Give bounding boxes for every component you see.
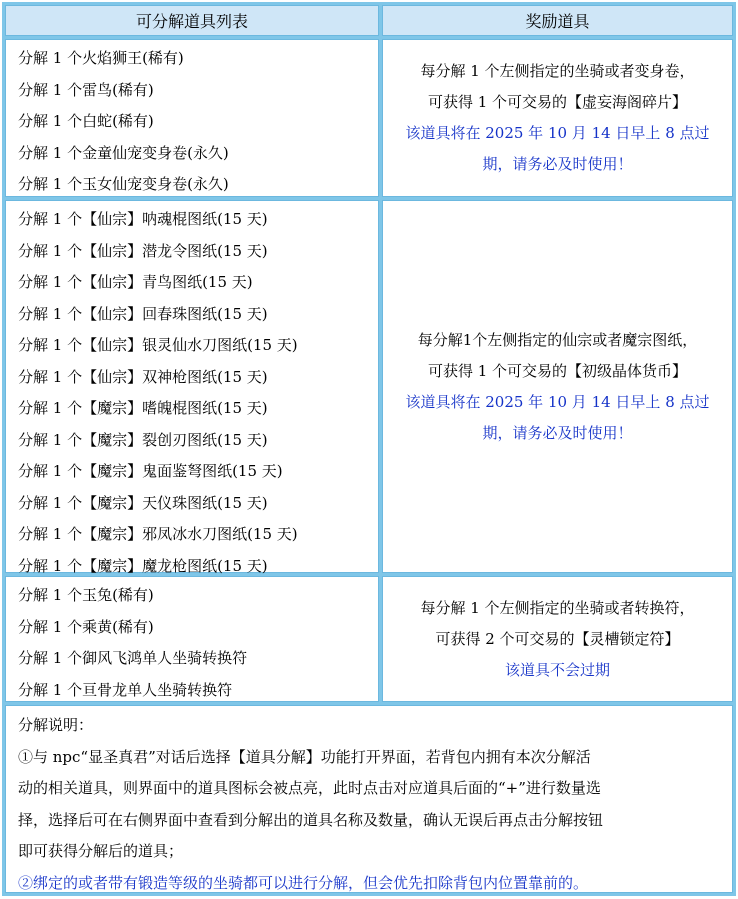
list-item: 分解 1 个【仙宗】回春珠图纸(15 天) xyxy=(18,299,378,331)
notes-title: 分解说明： xyxy=(18,710,722,742)
header-items-list xyxy=(5,5,379,36)
expire-note: 该道具将在 2025 年 10 月 14 日早上 8 点过 xyxy=(405,118,709,149)
list-item: 分解 1 个【魔宗】鬼面鉴弩图纸(15 天) xyxy=(18,456,378,488)
list-item: 分解 1 个【仙宗】青鸟图纸(15 天) xyxy=(18,267,378,299)
list-item: 分解 1 个【魔宗】魔龙枪图纸(15 天) xyxy=(18,551,378,583)
notes-line: ②绑定的或者带有锻造等级的坐骑都可以进行分解，但会优先扣除背包内位置靠前的。 xyxy=(18,868,722,899)
list-item: 分解 1 个【魔宗】天仪珠图纸(15 天) xyxy=(18,488,378,520)
expire-note: 该道具将在 2025 年 10 月 14 日早上 8 点过 xyxy=(405,387,709,418)
expire-note: 该道具不会过期 xyxy=(505,655,610,686)
list-item: 分解 1 个火焰狮王(稀有) xyxy=(18,43,378,75)
list-item: 分解 1 个【仙宗】潜龙令图纸(15 天) xyxy=(18,236,378,268)
list-item: 分解 1 个雷鸟(稀有) xyxy=(18,75,378,107)
section-2-reward xyxy=(382,200,733,573)
reward-text: 每分解1个左侧指定的仙宗或者魔宗图纸， xyxy=(418,325,698,356)
list-item: 分解 1 个【仙宗】呐魂棍图纸(15 天) xyxy=(18,204,378,236)
expire-note: 期，请务必及时使用！ xyxy=(482,418,632,449)
expire-note: 期，请务必及时使用！ xyxy=(482,149,632,180)
list-item: 分解 1 个【魔宗】邪凤冰水刀图纸(15 天) xyxy=(18,519,378,551)
list-item: 分解 1 个【仙宗】银灵仙水刀图纸(15 天) xyxy=(18,330,378,362)
section-3-items xyxy=(5,576,379,702)
section-3-reward xyxy=(382,576,733,702)
header-reward xyxy=(382,5,733,36)
list-item: 分解 1 个白蛇(稀有) xyxy=(18,106,378,138)
section-2-items xyxy=(5,200,379,573)
section-1-items xyxy=(5,39,379,197)
header-items-list-label: 可分解道具列表 xyxy=(136,9,248,32)
reward-text: 可获得 2 个可交易的【灵槽锁定符】 xyxy=(435,624,679,655)
section-1-reward xyxy=(382,39,733,197)
list-item: 分解 1 个金童仙宠变身卷(永久) xyxy=(18,138,378,170)
list-item: 分解 1 个乘黄(稀有) xyxy=(18,612,378,644)
notes-line: 动的相关道具，则界面中的道具图标会被点亮，此时点击对应道具后面的“+”进行数量选 xyxy=(18,773,722,805)
list-item: 分解 1 个玉兔(稀有) xyxy=(18,580,378,612)
list-item: 分解 1 个【魔宗】嗜魄棍图纸(15 天) xyxy=(18,393,378,425)
notes-line: ①与 npc“显圣真君”对话后选择【道具分解】功能打开界面，若背包内拥有本次分解活 xyxy=(18,742,722,774)
decompose-table xyxy=(2,2,736,896)
reward-text: 每分解 1 个左侧指定的坐骑或者转换符， xyxy=(420,593,694,624)
list-item: 分解 1 个【仙宗】双神枪图纸(15 天) xyxy=(18,362,378,394)
list-item: 分解 1 个玉女仙宠变身卷(永久) xyxy=(18,169,378,201)
list-item: 分解 1 个亘骨龙单人坐骑转换符 xyxy=(18,675,378,707)
reward-text: 每分解 1 个左侧指定的坐骑或者变身卷， xyxy=(420,56,694,87)
notes-line: 择，选择后可在右侧界面中查看到分解出的道具名称及数量，确认无误后再点击分解按钮 xyxy=(18,805,722,837)
header-reward-label: 奖励道具 xyxy=(525,9,589,32)
reward-text: 可获得 1 个可交易的【虚妄海阁碎片】 xyxy=(428,87,687,118)
list-item: 分解 1 个御风飞鸿单人坐骑转换符 xyxy=(18,643,378,675)
reward-text: 可获得 1 个可交易的【初级晶体货币】 xyxy=(428,356,687,387)
decompose-notes xyxy=(5,705,733,893)
notes-line: 即可获得分解后的道具； xyxy=(18,836,722,868)
list-item: 分解 1 个【魔宗】裂创刃图纸(15 天) xyxy=(18,425,378,457)
